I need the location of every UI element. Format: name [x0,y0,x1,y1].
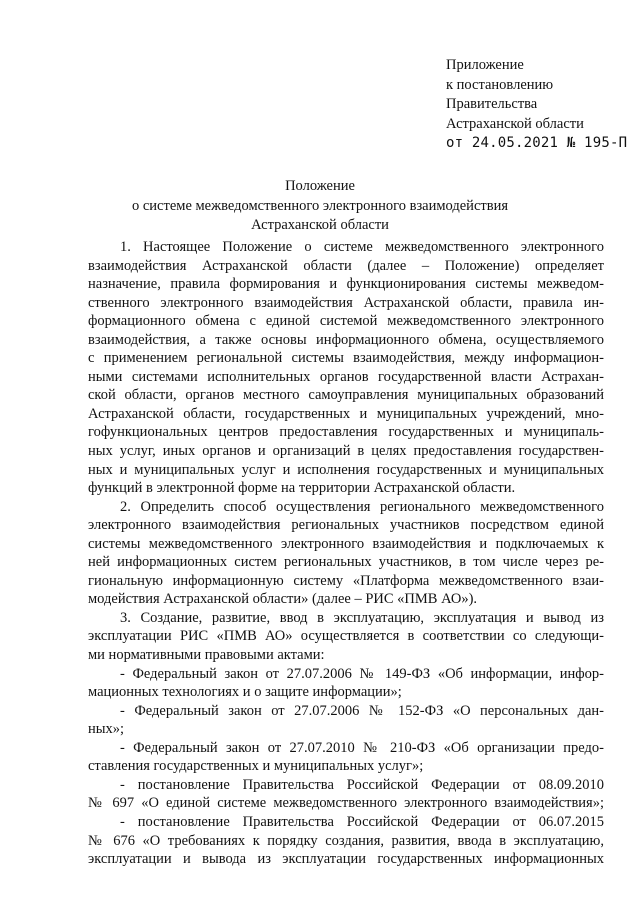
body-line: ных и муниципальных услуг и исполнения государственных и муниципальных [88,461,604,478]
body-line: Астраханской области, государственных и муниципальных учреждений, мно- [88,405,604,422]
body-line: ми нормативными правовыми актами: [88,647,325,664]
title-line: о системе межведомственного электронного взаимодействия [131,197,508,214]
body-line: взаимодействия, а также основы информационного обмена, осуществляемого [88,331,604,348]
body-line: электронного взаимодействия региональных участников посредством единой [88,517,604,534]
body-line: гиональную информационную систему «Платформа межведомственного взаи- [88,572,604,589]
body-line: с применением региональной системы взаимодействия, между информацион- [88,350,604,367]
body-line: - Федеральный закон от 27.07.2010 № 210-ФЗ «Об организации предо- [120,739,604,756]
title-line: Астраханской области [251,217,389,233]
body-line: эксплуатации РИС «ПМВ АО» осуществляется в соответствии со следующи- [88,628,604,645]
body-line: ными системами исполнительных органов государственной власти Астрахан- [88,368,604,385]
body-line: № 676 «О требованиях к порядку создания, развития, ввода в эксплуатацию, [88,832,604,849]
body-line: - постановление Правительства Российской Федерации от 06.07.2015 [120,813,604,830]
document-title [0,177,640,236]
body-line: ской области, органов местного самоуправления муниципальных образований [88,387,604,404]
body-line: системы межведомственного электронного взаимодействия и подключаемых к [88,535,604,552]
appendix-date-number: от 24.05.2021 № 195-П [446,135,628,151]
body-line: взаимодействия Астраханской области (далее – Положение) определяет [88,257,604,274]
body-line: ставления государственных и муниципальных услуг»; [88,758,424,775]
body-line: формационного обмена с единой системой межведомственного электронного [88,313,604,330]
body-line: - Федеральный закон от 27.07.2006 № 152-ФЗ «О персональных дан- [120,702,604,719]
body-line: 1. Настоящее Положение о системе межведомственного электронного [120,239,604,255]
document-body [88,238,604,869]
body-line: ных»; [88,721,125,738]
appendix-line: к постановлению [446,76,554,93]
body-line: гофункциональных центров предоставления государственных и муниципаль- [88,424,604,441]
body-line: № 697 «О единой системе межведомственного электронного взаимодействия»; [88,795,604,812]
body-line: ственного электронного взаимодействия Астраханской области, правила ин- [88,294,604,311]
body-line: ных услуг, иных органов и организаций в целях предоставления государствен- [88,443,604,460]
body-line: мационных технологиях и о защите информации»; [88,684,402,701]
appendix-line: Астраханской области [446,115,584,132]
body-line: 3. Создание, развитие, ввод в эксплуатацию, эксплуатация и вывод из [120,609,604,626]
appendix-line: Приложение [446,57,524,73]
title-line: Положение [285,178,355,194]
body-line: назначение, правила формирования и функционирования системы межведом- [88,276,604,293]
body-line: эксплуатации и вывода из эксплуатации государственных информационных [88,851,604,868]
body-line: 2. Определить способ осуществления регионального межведомственного [120,498,604,515]
body-line: - Федеральный закон от 27.07.2006 № 149-ФЗ «Об информации, инфор- [120,665,604,682]
body-line: функций в электронной форме на территории Астраханской области. [88,480,516,497]
body-line: модействия Астраханской области» (далее – РИС «ПМВ АО»). [88,591,478,608]
body-line: - постановление Правительства Российской Федерации от 08.09.2010 [120,776,604,793]
appendix-block [446,56,627,154]
appendix-line: Правительства [446,96,538,112]
body-line: ней информационных систем региональных участников, в том числе через ре- [88,554,604,571]
